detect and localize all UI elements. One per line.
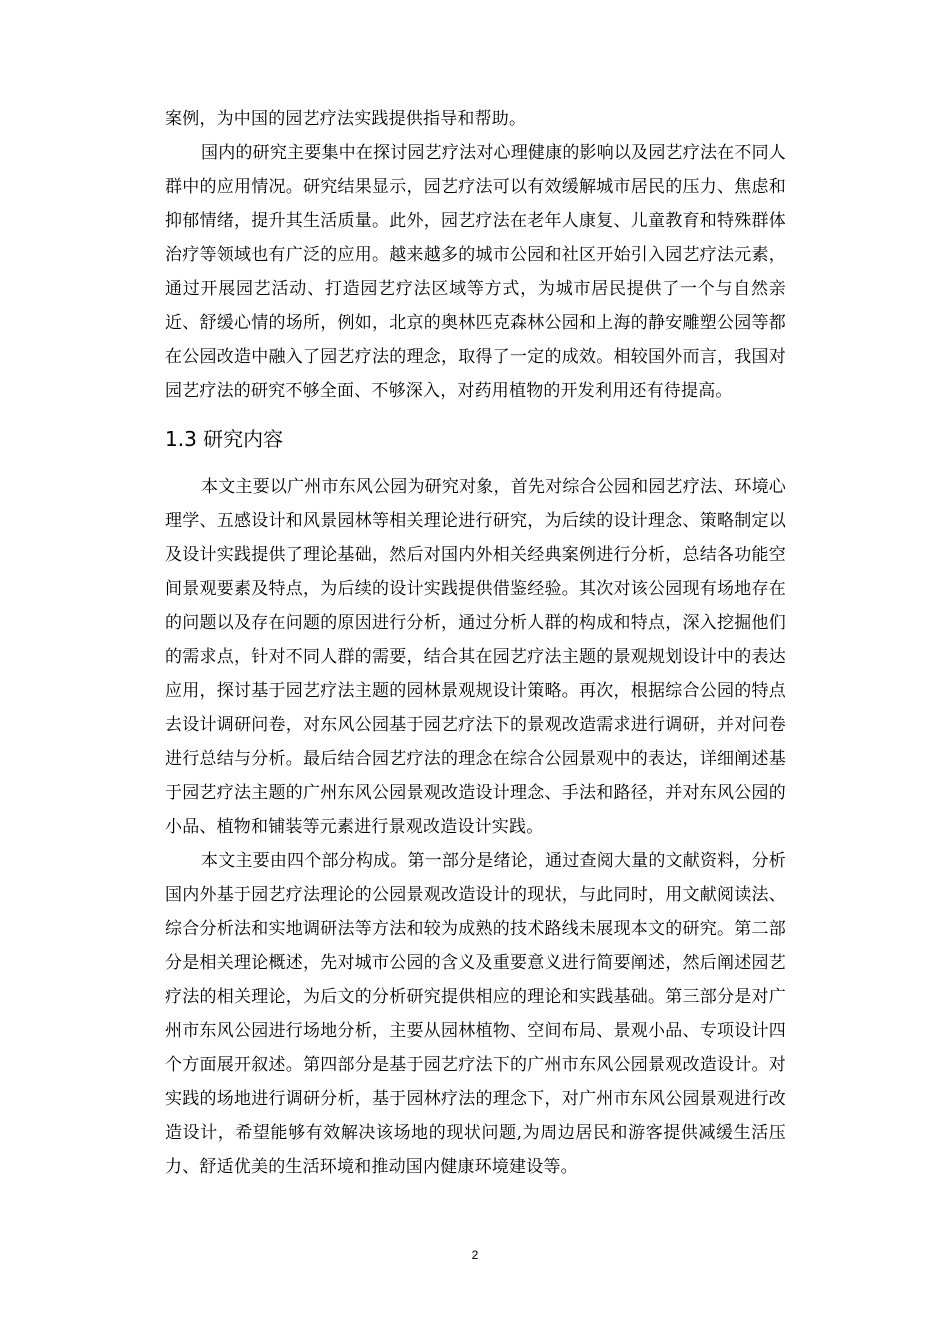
paragraph-structure: 本文主要由四个部分构成。第一部分是绪论，通过查阅大量的文献资料，分析国内外基于园艺疗法理论的公园景观改造设计的现状，与此同时，用文献阅读法、综合分析法和实地调研法等方法和较为成熟的技术路线未展现本文的研究。第二部分是相关理论概述，先对城市公园的含义及重要意义进行简要阐述，然后阐述园艺疗法的相关理论，为后文的分析研究提供相应的理论和实践基础。第三部分是对广州市东风公园进行场地分析，主要从园林植物、空间布局、景观小品、专项设计四个方面展开叙述。第四部分是基于园艺疗法下的广州市东风公园景观改造设计。对实践的场地进行调研分析，基于园林疗法的理念下，对广州市东风公园景观进行改造设计，希望能够有效解决该场地的现状问题,为周边居民和游客提供减缓生活压力、舒适优美的生活环境和推动国内健康环境建设等。 [165, 851, 786, 1177]
page-content [165, 102, 786, 1184]
paragraph-domestic-research: 国内的研究主要集中在探讨园艺疗法对心理健康的影响以及园艺疗法在不同人群中的应用情况。研究结果显示，园艺疗法可以有效缓解城市居民的压力、焦虑和抑郁情绪，提升其生活质量。此外，园艺疗法在老年人康复、儿童教育和特殊群体治疗等领域也有广泛的应用。越来越多的城市公园和社区开始引入园艺疗法元素，通过开展园艺活动、打造园艺疗法区域等方式，为城市居民提供了一个与自然亲近、舒缓心情的场所，例如，北京的奥林匹克森林公园和上海的静安雕塑公园等都在公园改造中融入了园艺疗法的理念，取得了一定的成效。相较国外而言，我国对园艺疗法的研究不够全面、不够深入，对药用植物的开发利用还有待提高。 [165, 143, 786, 401]
section-heading: 1.3 研究内容 [165, 427, 284, 451]
paragraph-continuation: 案例，为中国的园艺疗法实践提供指导和帮助。 [165, 109, 527, 129]
page-number: 2 [471, 1248, 479, 1262]
paragraph-research-content: 本文主要以广州市东风公园为研究对象，首先对综合公园和园艺疗法、环境心理学、五感设计和风景园林等相关理论进行研究，为后续的设计理念、策略制定以及设计实践提供了理论基础，然后对国内外相关经典案例进行分析，总结各功能空间景观要素及特点，为后续的设计实践提供借鉴经验。其次对该公园现有场地存在的问题以及存在问题的原因进行分析，通过分析人群的构成和特点，深入挖掘他们的需求点，针对不同人群的需要，结合其在园艺疗法主题的景观规划设计中的表达应用，探讨基于园艺疗法主题的园林景观规设计策略。再次，根据综合公园的特点去设计调研问卷，对东风公园基于园艺疗法下的景观改造需求进行调研，并对问卷进行总结与分析。最后结合园艺疗法的理念在综合公园景观中的表达，详细阐述基于园艺疗法主题的广州东风公园景观改造设计理念、手法和路径，并对东风公园的小品、植物和铺装等元素进行景观改造设计实践。 [165, 477, 786, 837]
